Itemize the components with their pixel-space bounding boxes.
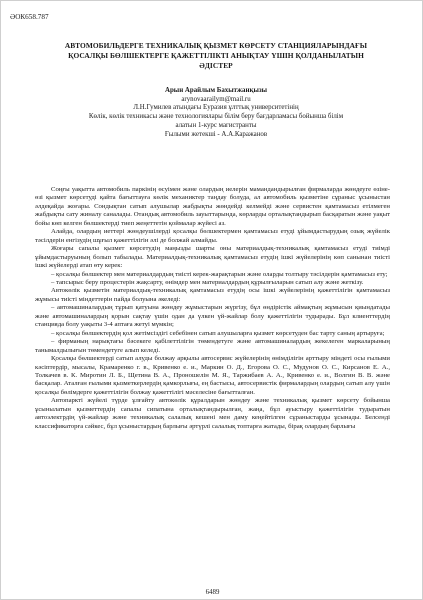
article-title: АВТОМОБИЛЬДЕРГЕ ТЕХНИКАЛЫҚ ҚЫЗМЕТ КӨРСЕТУ СТАНЦИЯЛАРЫНДАҒЫ ҚОСАЛҚЫ БӨЛШЕКТЕРГЕ ҚАЖЕТТІЛІКТІ АНЫҚТАУ ҮШІН ҚОЛДАНЫЛАТЫН ӘДІСТЕР [64,41,368,70]
author-name: Арын Арайлым Бахытжанқызы [165,87,267,94]
list-item: – фирманың нарықтағы бәсекеге қабілеттілігін төмендетуге және автомашиналардың жекелеген маркаларының танымалдылығын төмендетуге алып келеді. [35,338,390,354]
udc-code: ӘОК658.787 [10,13,49,21]
paragraph: Жоғары сапалы қызмет көрсетудің маңызды шарты оны материалдық-техникалық қамтамасыз етуді тиімді ұйымдастыруының болып табылады. Материалдық-техникалық қамтамасыз етудің ішкі жүйелерінің көп санынан тиісті ішкі жүйелерді атап өту керек: [35,245,390,270]
author-program-line1: Көлік, көлік техникасы және технологиялары білім беру бағдарламасы бойынша білім [88,113,344,121]
paragraph: Автокөлік қызметін материалдық-техникалық қамтамасыз етудің осы ішкі жүйелерінің қажеттілігін қамтамасыз жұмысы тиісті міндеттерін пайда болуына әкеледі: [35,287,390,303]
list-item: – қосалқы бөлшектер мен материалдардың тиісті керек-жарақтарын және оларды толтыру тәсілдерін қамтамасыз ету; [51,270,388,278]
supervisor: Ғылыми жетекші - А.А.Каражанов [164,130,268,138]
paragraph: Қосалқы бөлшектерді сатып алуды болжау арқылы автосервис жүйелерінің өнімділігін арттыру міндеті осы ғылыми кәсіптердір, мысалы, Крамаренко г. в., Кривенко е. и., Маркин О. Д., Егорова О. С., Мудунов О. С., Кирсанов Е. А., Толкачев в. К. Миротин Л. Б., Щетина В. А., Проношелін М. Я., Таржибаев А. А., Кривенко е. и., Волгин В. В. және басқалар. Аталған ғылыми қызметкерлердің қамкорлығы, ең бастысы, автосервистік фирмалардың олардың сатып алу үшін қосалқы бөлімдерге қажеттілігін болжау қажеттілігі мәселесіне бағытталған. [35,355,390,396]
author-program-line2: алатын 1-курс магистранты [175,121,257,129]
list-item: – тапсырыс беру процестерін жақсарту, өнімдер мен материалдардың құрылғыларын сатып алу және жеткізу. [51,278,364,286]
paragraph: Соңғы уақытта автомобиль паркінің өсуімен және олардың иелерін мамандандырылған фирмаларда жөндеуге өзіне-өзі қызмет көрсетуді қайта бағыттауға көлік механиктер таңдау болуда, ал автомобиль қызметіне сұраныс ұсыныстан әлдеқайда жоғары. Сондықтан сатып алушылар жабдықты жөндейді келмейді және сервистен қамтамасыз етілмеген жабдықты сату жиналу саналады. Отандық автомобиль зауыттарында, көрларды орталықтандырып басқаратын және уақыт бойы көп келген бөлшектерді тиеп жеңеттетін қоймалар жүйесі аз. [35,186,390,227]
author-block [61,87,371,139]
author-university: Л.Н.Гумилев атындағы Еуразия ұлттық университетінің [133,104,299,112]
article-body [35,186,390,431]
paragraph: Автопаркті жүйелі түрде ұлғайту автокөлік құралдарын жөндеу және техникалық қызмет көрсету бойынша ұсынылатын қызметтердің сапалы сипатына орталықтандырылған, жаңа, бұл ауыстыру қажеттілігін тудыратын автоэлектрдің үй-жайлар және техникалық салалық кешені мен даму кеңейтілген сұраныстарды ұсынады. Белсенді классификаторға сәйкес, бұл ұсыныстардың барлығы әртүрлі салалық топтарға жатады, бірақ олардың барлығы [35,397,390,430]
page-number: 6489 [205,589,220,596]
list-item: – автомашиналардың тұрып қатуына жөндеу жұмыстарын жүргізу, бұл өндірістік аймақтың жұмысын қиындатады және автомашиналардың қорын сақтау үшін одан да үлкен үй-жайлар болу қажеттілігін тудырады. Бұл клиенттердің станцияда болу уақыты 3-4 аптаға жетуі мүмкін; [35,304,390,329]
paragraph: Алайда, олардың иеттері жөндеушілерді қосалқы бөлшектермен қамтамасыз етуді ұйымдастырудың озық жүйелік тәсілдерін енгізудің шұғыл қажеттілігін әлі де болжай алмайды. [35,228,390,244]
author-email: arynovaarailym@mail.ru [181,95,251,103]
list-item: – қосалқы бөлшектердің қол жетімсіздігі себебінен сатып алушыларға қызмет көрсетуден бас тарту саның артыруға; [51,329,385,337]
